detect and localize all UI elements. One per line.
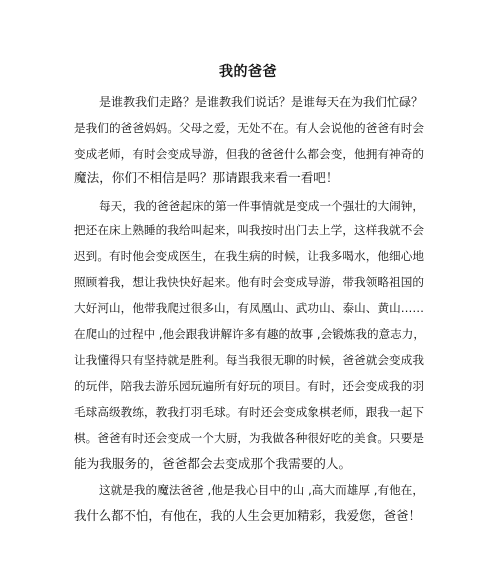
paragraph-2-line-10: 棋。爸爸有时还会变成一个大厨，为我做各种很好吃的美食。只要是	[74, 431, 424, 445]
paragraph-2-line-7: 让我懂得只有坚持就是胜利。每当我很无聊的时候，爸爸就会变成我	[74, 353, 424, 367]
paragraph-1-line-1: 是谁教我们走路？是谁教我们说话？是谁每天在为我们忙碌？	[99, 95, 424, 109]
paragraph-1-line-4: 魔法，你们不相信是吗？那请跟我来看一看吧！	[74, 170, 339, 185]
paragraph-1-line-2: 是我们的爸爸妈妈。父母之爱，无处不在。有人会说他的爸爸有时会	[74, 121, 424, 135]
paragraph-2-line-11: 能为我服务的，爸爸都会去变成那个我需要的人。	[74, 456, 352, 471]
paragraph-2-line-5: 大好河山，他带我爬过很多山，有凤凰山、武功山、泰山、黄山……	[74, 301, 424, 315]
paragraph-2-line-9: 毛球高级教练，教我打羽毛球。有时还会变成象棋老师，跟我一起下	[74, 405, 424, 419]
paragraph-1-line-3: 变成老师，有时会变成导游，但我的爸爸什么都会变，他拥有神奇的	[74, 147, 424, 161]
paragraph-2-line-2: 把还在床上熟睡的我给叫起来，叫我按时出门去上学，这样我就不会	[74, 223, 424, 237]
paragraph-2-line-4: 照顾着我，想让我快快好起来。他有时会变成导游，带我领略祖国的	[74, 275, 424, 289]
paragraph-2-line-8: 的玩伴，陪我去游乐园玩遍所有好玩的项目。有时，还会变成我的羽	[74, 379, 424, 393]
paragraph-3-line-1: 这就是我的魔法爸爸 ,他是我心目中的山 ,高大而雄厚 ,有他在，	[99, 483, 424, 497]
document-title: 我的爸爸	[219, 64, 277, 80]
paragraph-2-line-1: 每天，我的爸爸起床的第一件事情就是变成一个强壮的大闹钟，	[99, 199, 424, 213]
paragraph-2-line-3: 迟到。有时他会变成医生，在我生病的时候，让我多喝水，他细心地	[74, 249, 424, 263]
paragraph-3-line-2: 我什么都不怕，有他在，我的人生会更加精彩，我爱您，爸爸！	[74, 508, 421, 523]
paragraph-2-line-6: 在爬山的过程中 ,他会跟我讲解许多有趣的故事 ,会锻炼我的意志力，	[74, 327, 425, 341]
